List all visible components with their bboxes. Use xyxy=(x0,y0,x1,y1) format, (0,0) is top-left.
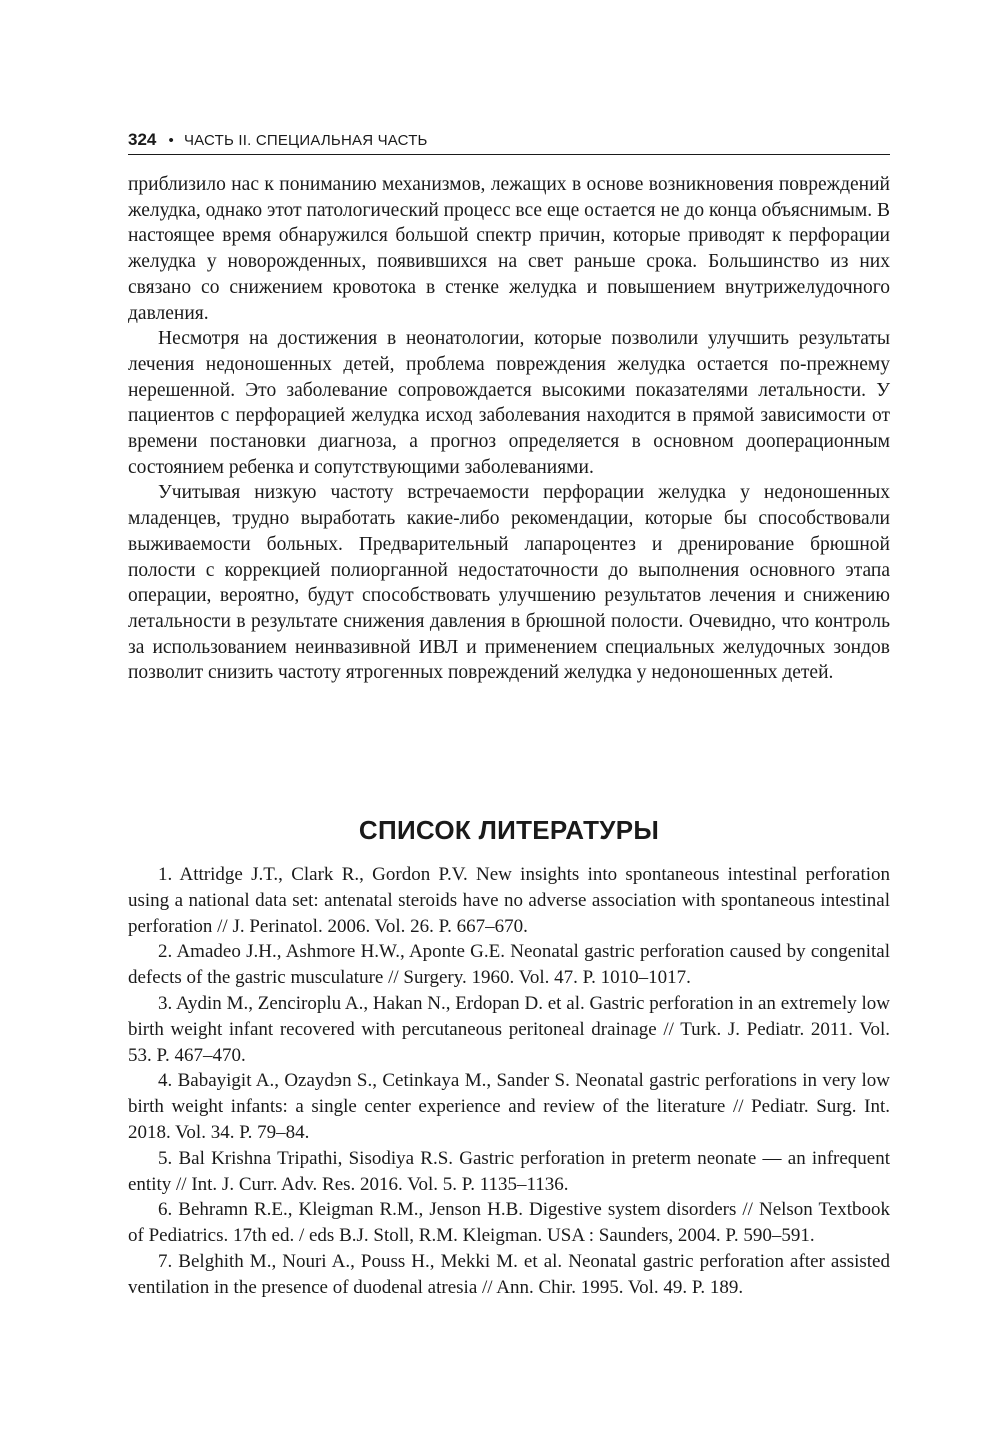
reference-item-3: 3. Aydin M., Zenciroplu A., Hakan N., Erdopan D. et al. Gastric perforation in an extremely low birth weight infant recovered with percutaneous peritoneal drainage // Turk. J. Pediatr. 2011. Vol. 53. P. 467–470. xyxy=(128,992,890,1066)
reference-item-4: 4. Babayigit A., Ozaydэn S., Cetinkaya M., Sander S. Neonatal gastric perforations in very low birth weight infants: a single center experience and review of the literature // Pediatr. Surg. Int. 2018. Vol. 34. P. 79–84. xyxy=(128,1070,890,1143)
running-title: ЧАСТЬ II. СПЕЦИАЛЬНАЯ ЧАСТЬ xyxy=(183,132,428,149)
reference-item-5: 5. Bal Krishna Tripathi, Sisodiya R.S. Gastric perforation in preterm neonate — an infrequent entity // Int. J. Curr. Adv. Res. 2016. Vol. 5. P. 1135–1136. xyxy=(128,1147,890,1195)
reference-item-7: 7. Belghith M., Nouri A., Pouss H., Mekki M. et al. Neonatal gastric perforation after assisted ventilation in the presence of duodenal atresia // Ann. Chir. 1995. Vol. 49. P. 189. xyxy=(128,1250,890,1298)
page-number: 324 xyxy=(128,130,157,149)
references-list xyxy=(128,862,890,1301)
body-paragraph-2: Несмотря на достижения в неонатологии, которые позволили улучшить результаты лечения недоношенных детей, проблема повреждения желудка остается по-прежнему нерешенной. Это заболевание сопровождается высокими показателями летальности. У пациентов с перфорацией желудка исход заболевания находится в прямой зависимости от времени постановки диагноза, а прогноз определяется в основном дооперационным состоянием ребенка и сопутствующими заболеваниями. xyxy=(128,328,890,478)
page-header xyxy=(128,130,890,155)
references-heading: СПИСОК ЛИТЕРАТУРЫ xyxy=(358,815,660,845)
body-paragraph-1: приблизило нас к пониманию механизмов, лежащих в основе возникновения повреждений желудка, однако этот патологический процесс все еще остается не до конца объяснимым. В настоящее время обнаружился большой спектр причин, которые приводят к перфорации желудка у новорожденных, появившихся на свет раньше срока. Большинство из них связано со снижением кровотока в стенке желудка и повышением внутрижелудочного давления. xyxy=(128,174,890,324)
reference-item-6: 6. Behramn R.E., Kleigman R.M., Jenson H.B. Digestive system disorders // Nelson Textbook of Pediatrics. 17th ed. / eds B.J. Stoll, R.M. Kleigman. USA : Saunders, 2004. P. 590–591. xyxy=(128,1199,890,1247)
body-paragraph-3: Учитывая низкую частоту встречаемости перфорации желудка у недоношенных младенцев, трудно выработать какие-либо рекомендации, которые бы способствовали выживаемости больных. Предварительный лапароцентез и дренирование брюшной полости с коррекцией полиорганной недостаточности до выполнения основного этапа операции, вероятно, будут способствовать улучшению результатов лечения и снижению летальности в результате снижения давления в брюшной полости. Очевидно, что контроль за использованием неинвазивной ИВЛ и применением специальных желудочных зондов позволит снизить частоту ятрогенных повреждений желудка у недоношенных детей. xyxy=(128,482,890,684)
reference-item-2: 2. Amadeo J.H., Ashmore H.W., Aponte G.E. Neonatal gastric perforation caused by congenital defects of the gastric musculature // Surgery. 1960. Vol. 47. P. 1010–1017. xyxy=(128,941,890,989)
body-text xyxy=(128,172,890,686)
reference-item-1: 1. Attridge J.T., Clark R., Gordon P.V. New insights into spontaneous intestinal perforation using a national data set: antenatal steroids have no adverse association with spontaneous intestinal perforation // J. Perinatol. 2006. Vol. 26. P. 667–670. xyxy=(128,864,890,937)
header-bullet: • xyxy=(168,132,174,149)
